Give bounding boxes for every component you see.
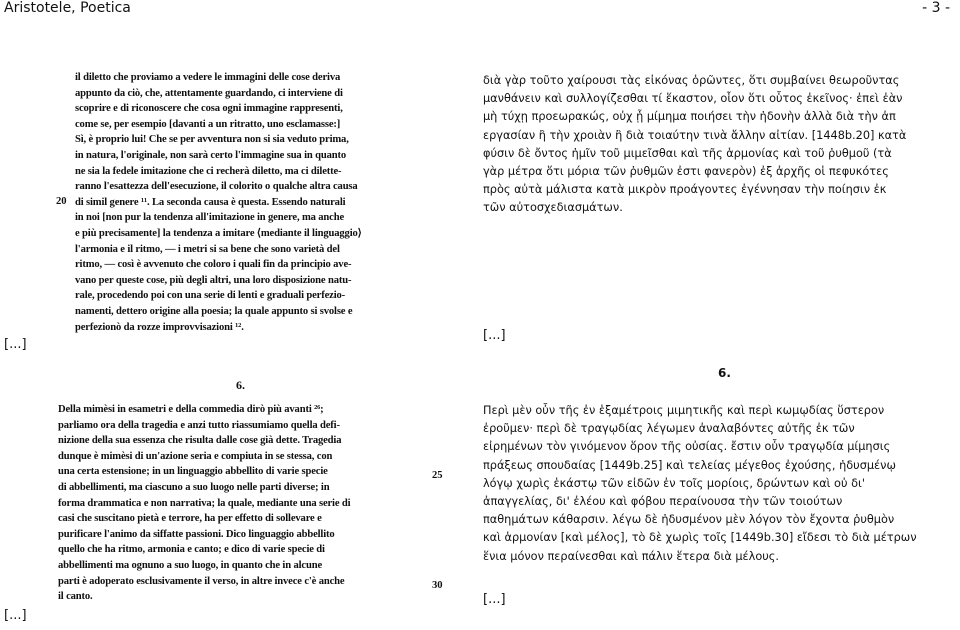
text-line: ne sia la fedele imitazione che ci recherà diletto, ma ci dilette- (75, 165, 342, 177)
text-line: vano per queste cose, più degli altri, una loro disposizione natu- (75, 274, 352, 286)
text-line: ἕνια μόνον περαίνεσθαι καὶ πάλιν ἕτερα διὰ μέλους. (483, 549, 780, 563)
text-line: namenti, dettero origine alla poesia; la quale appunto si svolse e (75, 305, 353, 317)
text-line: l'armonia e il ritmo, — i metri si sa bene che sono varietà del (75, 243, 340, 255)
text-line: rale, procedendo poi con una serie di lenti e graduali perfezio- (75, 290, 346, 302)
text-line: una certa estensione; in un linguaggio abbellito di varie specie (58, 466, 328, 478)
text-line: parliamo ora della tragedia e anzi tutto riassumiamo quella defi- (58, 419, 340, 431)
line-number-30: 30 (432, 580, 443, 591)
text-line: Sì, è proprio lui! Che se per avventura non si sia veduto prima, (75, 134, 349, 146)
text-line: il canto. (58, 591, 93, 603)
text-line: ritmo, — così è avvenuto che coloro i quali fin da principio ave- (75, 259, 352, 271)
line-number-25: 25 (432, 470, 443, 481)
text-line: ἀπαγγελίας, δι' ἐλέου καὶ φόβου περαίνουσα τὴν τῶν τοιούτων (483, 495, 843, 509)
text-line: purificare l'animo da siffatte passioni. Dico linguaggio abbellito (58, 528, 335, 540)
text-line: di abbellimenti, ma ciascuno a suo luogo nelle parti diverse; in (58, 481, 330, 493)
text-line: il diletto che proviamo a vedere le immagini delle cose deriva (75, 72, 341, 83)
italian-translation-block-1 (55, 70, 450, 365)
text-line: λόγῳ χωρὶς ἑκάστῳ τῶν εἰδῶν ἐν τοῖς μορίοις, δρώντων καὶ οὐ δι' (483, 476, 865, 490)
text-line: in natura, l'originale, non sarà certo l'immagine sua in quanto (75, 149, 347, 161)
text-line: τῶν αὐτοσχεδιασμάτων. (483, 201, 623, 215)
text-line: dunque è mimèsi di un'azione seria e compiuta in se stessa, con (58, 450, 333, 462)
text-line: e più precisamente] la tendenza a imitare ⟨mediante il linguaggio⟩ (75, 227, 362, 239)
ellipsis-left-2: [...] (4, 608, 27, 623)
text-line: πράξεως σπουδαίας [1449b.25] καὶ τελείας μέγεθος ἐχούσης, ἡδυσμένῳ (483, 458, 896, 472)
text-line: Περὶ μὲν οὖν τῆς ἐν ἑξαμέτροις μιμητικῆς καὶ περὶ κωμῳδίας ὕστερον (483, 404, 885, 417)
text-line: γὰρ μέτρα ὅτι μόρια τῶν ῥυθμῶν ἐστι φανερὸν) ἐξ ἀρχῆς οἱ πεφυκότες (483, 165, 889, 179)
text-line: ἐροῦμεν· περὶ δὲ τραγῳδίας λέγωμεν ἀναλαβόντες αὐτῆς ἐκ τῶν (483, 422, 855, 436)
text-line: parti è adoperato esclusivamente il verso, in altre invece c'è anche (58, 575, 345, 587)
text-line: quello che ha ritmo, armonia e canto; e dico di varie specie di (58, 544, 325, 556)
text-line: forma drammatica e non narrativa; la quale, mediante una serie di (58, 497, 351, 509)
text-line: scoprire e di riconoscere che cosa ogni immagine rappresenti, (75, 103, 343, 115)
text-line: Della mimèsi in esametri e della commedia dirò più avanti ²⁶; (58, 404, 324, 415)
text-line: appunto da ciò, che, attentamente guardando, ci interviene di (75, 87, 343, 99)
text-line: casi che suscitano pietà e terrore, ha per effetto di sollevare e (58, 513, 322, 525)
text-line: διὰ γὰρ τοῦτο χαίρουσι τὰς εἰκόνας ὁρῶντες, ὅτι συμβαίνει θεωροῦντας (483, 74, 900, 87)
text-line: in noi [non pur la tendenza all'imitazione in genere, ma anche (75, 212, 344, 224)
italian-translation-block-2 (55, 402, 450, 630)
text-line: μὴ τύχῃ προεωρακώς, οὐχ ᾗ μίμημα ποιήσει τὴν ἡδονὴν ἀλλὰ διὰ τὴν ἀπ (483, 110, 896, 124)
text-line: καὶ ἁρμονίαν [καὶ μέλος], τὸ δὲ χωρὶς τοῖς [1449b.30] εἴδεσι τὸ διὰ μέτρων (483, 531, 917, 545)
text-line: μανθάνειν καὶ συλλογίζεσθαι τί ἕκαστον, οἷον ὅτι οὗτος ἐκεῖνος· ἐπεὶ ἐὰν (483, 92, 903, 106)
ellipsis-left-1: [...] (4, 337, 27, 352)
line-number-20: 20 (56, 196, 67, 207)
text-line: ranno l'esattezza dell'esecuzione, il colorito o qualche altra causa (75, 181, 358, 193)
text-line: φύσιν δὲ ὄντος ἡμῖν τοῦ μιμεῖσθαι καὶ τῆς ἁρμονίας καὶ τοῦ ῥυθμοῦ (τὰ (483, 146, 892, 160)
section-number-italian: 6. (236, 378, 245, 392)
text-line: πρὸς αὐτὰ μάλιστα κατὰ μικρὸν προάγοντες ἐγέννησαν τὴν ποίησιν ἐκ (483, 183, 887, 197)
page-number: - 3 - (922, 0, 950, 16)
text-line: παθημάτων κάθαρσιν. λέγω δὲ ἡδυσμένον μὲν λόγον τὸν ἔχοντα ῥυθμὸν (483, 513, 895, 527)
text-line: nizione della sua essenza che risulta dalle cose già dette. Tragedia (58, 435, 342, 447)
greek-text-block-1 (483, 72, 953, 218)
text-line: come se, per esempio [davanti a un ritratto, uno esclamasse:] (75, 118, 341, 130)
text-line: εργασίαν ἢ τὴν χροιὰν ἢ διὰ τοιαύτην τινὰ ἄλλην αἰτίαν. [1448b.20] κατὰ (483, 128, 907, 142)
text-line: abbellimenti ma ognuno a suo luogo, in quanto che in alcune (58, 559, 322, 571)
greek-text-block-2 (483, 402, 953, 566)
text-line: perfezionò da rozze improvvisazioni ¹². (75, 321, 244, 333)
document-title: Aristotele, Poetica (4, 0, 131, 16)
section-number-greek: 6. (718, 366, 731, 380)
text-line: di simil genere ¹¹. La seconda causa è questa. Essendo naturali (75, 196, 346, 208)
ellipsis-right-2: [...] (483, 592, 506, 607)
text-line: εἰρημένων τὸν γινόμενον ὅρον τῆς οὐσίας. ἔστιν οὖν τραγῳδία μίμησις (483, 440, 891, 454)
ellipsis-right-1: [...] (483, 328, 506, 343)
